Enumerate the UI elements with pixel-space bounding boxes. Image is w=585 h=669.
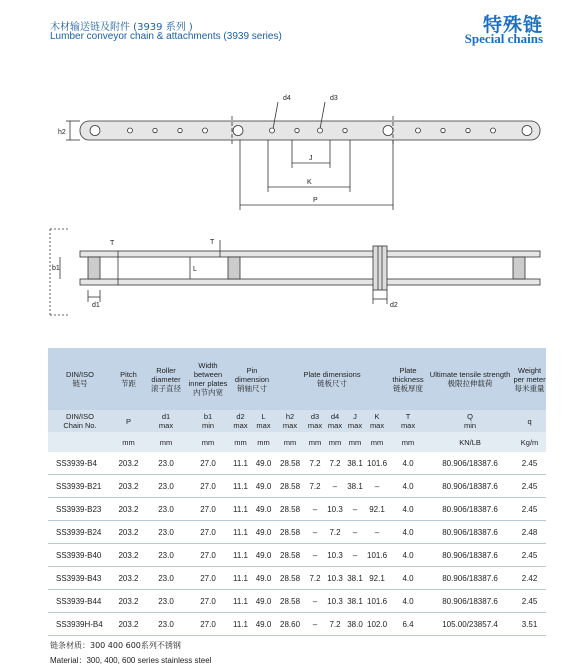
- col-symbol: T max: [389, 410, 427, 432]
- spec-value-cell: 11.1: [229, 613, 252, 636]
- spec-value-cell: 11.1: [229, 521, 252, 544]
- col-header-weight: Weight per meter 每米重量: [513, 348, 546, 410]
- spec-value-cell: 38.1: [345, 452, 365, 475]
- spec-value-cell: 49.0: [252, 590, 275, 613]
- spec-value-cell: 80.906/18387.6: [427, 590, 513, 613]
- table-row: [48, 590, 546, 613]
- col-symbol-chain-no: DIN/ISO Chain No.: [48, 410, 112, 432]
- table-row: [48, 544, 546, 567]
- chain-model-cell: SS3939-B43: [48, 567, 112, 590]
- spec-value-cell: 28.58: [275, 452, 305, 475]
- roller: [513, 257, 525, 279]
- spec-value-cell: 7.2: [325, 452, 345, 475]
- spec-value-cell: 27.0: [187, 498, 229, 521]
- spec-value-cell: 27.0: [187, 613, 229, 636]
- spec-value-cell: 10.3: [325, 498, 345, 521]
- dim-label-d3: d3: [330, 95, 338, 102]
- spec-value-cell: 80.906/18387.6: [427, 567, 513, 590]
- dim-label-l: L: [193, 266, 197, 273]
- col-symbol: d1 max: [145, 410, 187, 432]
- spec-value-cell: 49.0: [252, 567, 275, 590]
- spec-value-cell: 28.58: [275, 521, 305, 544]
- spec-value-cell: –: [345, 498, 365, 521]
- spec-value-cell: 2.45: [513, 452, 546, 475]
- spec-value-cell: 27.0: [187, 567, 229, 590]
- col-unit: Kg/m: [513, 432, 546, 452]
- col-symbol: P: [112, 410, 145, 432]
- dim-label-p: P: [313, 197, 318, 204]
- chain-top-view: [66, 102, 540, 210]
- spec-value-cell: 23.0: [145, 475, 187, 498]
- col-unit: mm: [325, 432, 345, 452]
- pin-hole: [383, 126, 393, 136]
- spec-value-cell: 2.45: [513, 590, 546, 613]
- col-unit: mm: [305, 432, 325, 452]
- col-symbol: Q min: [427, 410, 513, 432]
- spec-value-cell: 80.906/18387.6: [427, 521, 513, 544]
- spec-value-cell: 92.1: [365, 567, 389, 590]
- chain-model-cell: SS3939-B44: [48, 590, 112, 613]
- spec-value-cell: 27.0: [187, 590, 229, 613]
- col-symbol: d3 max: [305, 410, 325, 432]
- spec-value-cell: 102.0: [365, 613, 389, 636]
- spec-value-cell: 49.0: [252, 475, 275, 498]
- chain-model-cell: SS3939-B4: [48, 452, 112, 475]
- spec-value-cell: 11.1: [229, 590, 252, 613]
- table-row: [48, 498, 546, 521]
- spec-value-cell: 23.0: [145, 452, 187, 475]
- spec-value-cell: 7.2: [305, 475, 325, 498]
- spec-value-cell: 101.6: [365, 452, 389, 475]
- spec-value-cell: 203.2: [112, 521, 145, 544]
- spec-value-cell: –: [345, 521, 365, 544]
- spec-value-cell: 28.58: [275, 498, 305, 521]
- pin-hole: [522, 126, 532, 136]
- spec-value-cell: 203.2: [112, 613, 145, 636]
- spec-value-cell: 49.0: [252, 544, 275, 567]
- category-title-cn: 特殊链: [482, 14, 543, 36]
- dim-label-d1: d1: [92, 302, 100, 309]
- spec-value-cell: 203.2: [112, 475, 145, 498]
- spec-value-cell: 49.0: [252, 498, 275, 521]
- spec-value-cell: 101.6: [365, 590, 389, 613]
- spec-value-cell: 38.0: [345, 613, 365, 636]
- spec-value-cell: –: [305, 498, 325, 521]
- spec-value-cell: 4.0: [389, 498, 427, 521]
- spec-value-cell: 27.0: [187, 521, 229, 544]
- spec-value-cell: 80.906/18387.6: [427, 452, 513, 475]
- spec-value-cell: 10.3: [325, 590, 345, 613]
- chain-model-cell: SS3939-B21: [48, 475, 112, 498]
- catalog-title-en: Lumber conveyor chain & attachments (3939 series): [50, 31, 282, 42]
- col-unit: mm: [145, 432, 187, 452]
- col-unit: mm: [275, 432, 305, 452]
- table-row: [48, 613, 546, 636]
- spec-value-cell: 28.58: [275, 475, 305, 498]
- spec-value-cell: 11.1: [229, 475, 252, 498]
- spec-value-cell: –: [365, 475, 389, 498]
- chain-plate-body: [80, 121, 540, 140]
- spec-value-cell: 49.0: [252, 452, 275, 475]
- col-header-uts: Ultimate tensile strength 极限拉伸载荷: [427, 348, 513, 410]
- dim-label-t: T: [210, 239, 215, 246]
- spec-value-cell: 4.0: [389, 475, 427, 498]
- spec-value-cell: 28.58: [275, 590, 305, 613]
- spec-value-cell: 80.906/18387.6: [427, 498, 513, 521]
- col-header-thickness: Plate thickness 链板厚度: [389, 348, 427, 410]
- spec-value-cell: 49.0: [252, 613, 275, 636]
- col-symbol: b1 min: [187, 410, 229, 432]
- spec-value-cell: 105.00/23857.4: [427, 613, 513, 636]
- spec-value-cell: 4.0: [389, 544, 427, 567]
- col-unit: mm: [345, 432, 365, 452]
- dim-label-j: J: [309, 155, 313, 162]
- col-symbol: d4 max: [325, 410, 345, 432]
- spec-value-cell: 49.0: [252, 521, 275, 544]
- col-unit: KN/LB: [427, 432, 513, 452]
- material-note-cn: 链条材质：300 400 600系列不锈钢: [50, 641, 181, 650]
- outer-plate-bottom: [80, 279, 540, 285]
- pin-hole: [90, 126, 100, 136]
- spec-value-cell: 11.1: [229, 567, 252, 590]
- spec-value-cell: 203.2: [112, 498, 145, 521]
- spec-value-cell: 2.48: [513, 521, 546, 544]
- chain-side-view: [50, 229, 540, 315]
- spec-value-cell: 2.45: [513, 544, 546, 567]
- spec-value-cell: –: [305, 544, 325, 567]
- spec-value-cell: 7.2: [325, 521, 345, 544]
- spec-value-cell: 6.4: [389, 613, 427, 636]
- spec-value-cell: 23.0: [145, 544, 187, 567]
- chain-model-cell: SS3939-B24: [48, 521, 112, 544]
- col-header-din: DIN/ISO 链号: [48, 348, 112, 410]
- col-symbol: d2 max: [229, 410, 252, 432]
- col-unit: mm: [187, 432, 229, 452]
- spec-value-cell: 11.1: [229, 452, 252, 475]
- spec-value-cell: –: [305, 521, 325, 544]
- spec-value-cell: 7.2: [305, 452, 325, 475]
- dim-label-d4: d4: [283, 95, 291, 102]
- spec-value-cell: 28.58: [275, 567, 305, 590]
- spec-value-cell: 10.3: [325, 544, 345, 567]
- col-header-pin: Pin dimension 销轴尺寸: [229, 348, 275, 410]
- chain-model-cell: SS3939H-B4: [48, 613, 112, 636]
- spec-value-cell: 203.2: [112, 590, 145, 613]
- spec-value-cell: 203.2: [112, 567, 145, 590]
- col-unit: mm: [252, 432, 275, 452]
- col-symbol: J max: [345, 410, 365, 432]
- table-row: [48, 567, 546, 590]
- spec-table-wrapper: [48, 348, 546, 636]
- spec-value-cell: 23.0: [145, 521, 187, 544]
- spec-value-cell: 27.0: [187, 544, 229, 567]
- spec-value-cell: 203.2: [112, 544, 145, 567]
- spec-value-cell: 23.0: [145, 613, 187, 636]
- pin: [373, 246, 387, 290]
- spec-value-cell: 2.42: [513, 567, 546, 590]
- table-symbol-row: [48, 410, 546, 432]
- spec-value-cell: 4.0: [389, 452, 427, 475]
- col-header-roller: Roller diameter 滚子直径: [145, 348, 187, 410]
- spec-value-cell: 23.0: [145, 590, 187, 613]
- spec-value-cell: 4.0: [389, 521, 427, 544]
- chain-model-cell: SS3939-B23: [48, 498, 112, 521]
- col-unit: mm: [389, 432, 427, 452]
- col-header-plate: Plate dimensions 链板尺寸: [275, 348, 389, 410]
- table-row: [48, 521, 546, 544]
- spec-value-cell: 28.58: [275, 544, 305, 567]
- roller: [88, 257, 100, 279]
- spec-value-cell: 38.1: [345, 475, 365, 498]
- spec-value-cell: 27.0: [187, 452, 229, 475]
- dim-label-h2: h2: [58, 129, 66, 136]
- spec-table: [48, 348, 546, 636]
- spec-value-cell: 11.1: [229, 498, 252, 521]
- spec-value-cell: 4.0: [389, 590, 427, 613]
- spec-value-cell: 10.3: [325, 567, 345, 590]
- table-row: [48, 452, 546, 475]
- spec-value-cell: 38.1: [345, 590, 365, 613]
- spec-value-cell: 2.45: [513, 498, 546, 521]
- spec-value-cell: 38.1: [345, 567, 365, 590]
- spec-value-cell: 3.51: [513, 613, 546, 636]
- spec-table-body: [48, 452, 546, 636]
- spec-value-cell: 27.0: [187, 475, 229, 498]
- spec-value-cell: 28.60: [275, 613, 305, 636]
- col-unit: mm: [229, 432, 252, 452]
- spec-value-cell: 23.0: [145, 567, 187, 590]
- spec-value-cell: 4.0: [389, 567, 427, 590]
- spec-value-cell: 92.1: [365, 498, 389, 521]
- spec-value-cell: 23.0: [145, 498, 187, 521]
- spec-value-cell: 203.2: [112, 452, 145, 475]
- spec-value-cell: –: [305, 590, 325, 613]
- col-symbol: h2 max: [275, 410, 305, 432]
- category-title-en: Special chains: [464, 31, 543, 46]
- spec-value-cell: –: [325, 475, 345, 498]
- roller: [228, 257, 240, 279]
- col-unit: mm: [112, 432, 145, 452]
- spec-value-cell: 80.906/18387.6: [427, 544, 513, 567]
- material-note-en: Material：300, 400, 600 series stainless steel: [50, 656, 212, 665]
- dim-label-t2: T: [110, 240, 115, 247]
- spec-value-cell: –: [345, 544, 365, 567]
- table-row: [48, 475, 546, 498]
- col-header-width: Width between inner plates 内节内宽: [187, 348, 229, 410]
- table-unit-row: [48, 432, 546, 452]
- pin-hole: [233, 126, 243, 136]
- outer-plate-top: [80, 251, 540, 257]
- dim-label-b1: b1: [52, 265, 60, 272]
- dim-label-d2: d2: [390, 302, 398, 309]
- col-unit: mm: [365, 432, 389, 452]
- spec-value-cell: 11.1: [229, 544, 252, 567]
- col-symbol: q: [513, 410, 546, 432]
- table-header-row: [48, 348, 546, 410]
- spec-value-cell: 80.906/18387.6: [427, 475, 513, 498]
- col-symbol: L max: [252, 410, 275, 432]
- spec-value-cell: –: [305, 613, 325, 636]
- spec-value-cell: 7.2: [305, 567, 325, 590]
- spec-value-cell: 2.45: [513, 475, 546, 498]
- spec-value-cell: –: [365, 521, 389, 544]
- dim-label-k: K: [307, 179, 312, 186]
- col-header-pitch: Pitch 节距: [112, 348, 145, 410]
- catalog-title-cn: 木材输送链及附件 (3939 系列 ): [50, 22, 193, 33]
- spec-value-cell: 101.6: [365, 544, 389, 567]
- chain-model-cell: SS3939-B40: [48, 544, 112, 567]
- spec-value-cell: 7.2: [325, 613, 345, 636]
- col-symbol: K max: [365, 410, 389, 432]
